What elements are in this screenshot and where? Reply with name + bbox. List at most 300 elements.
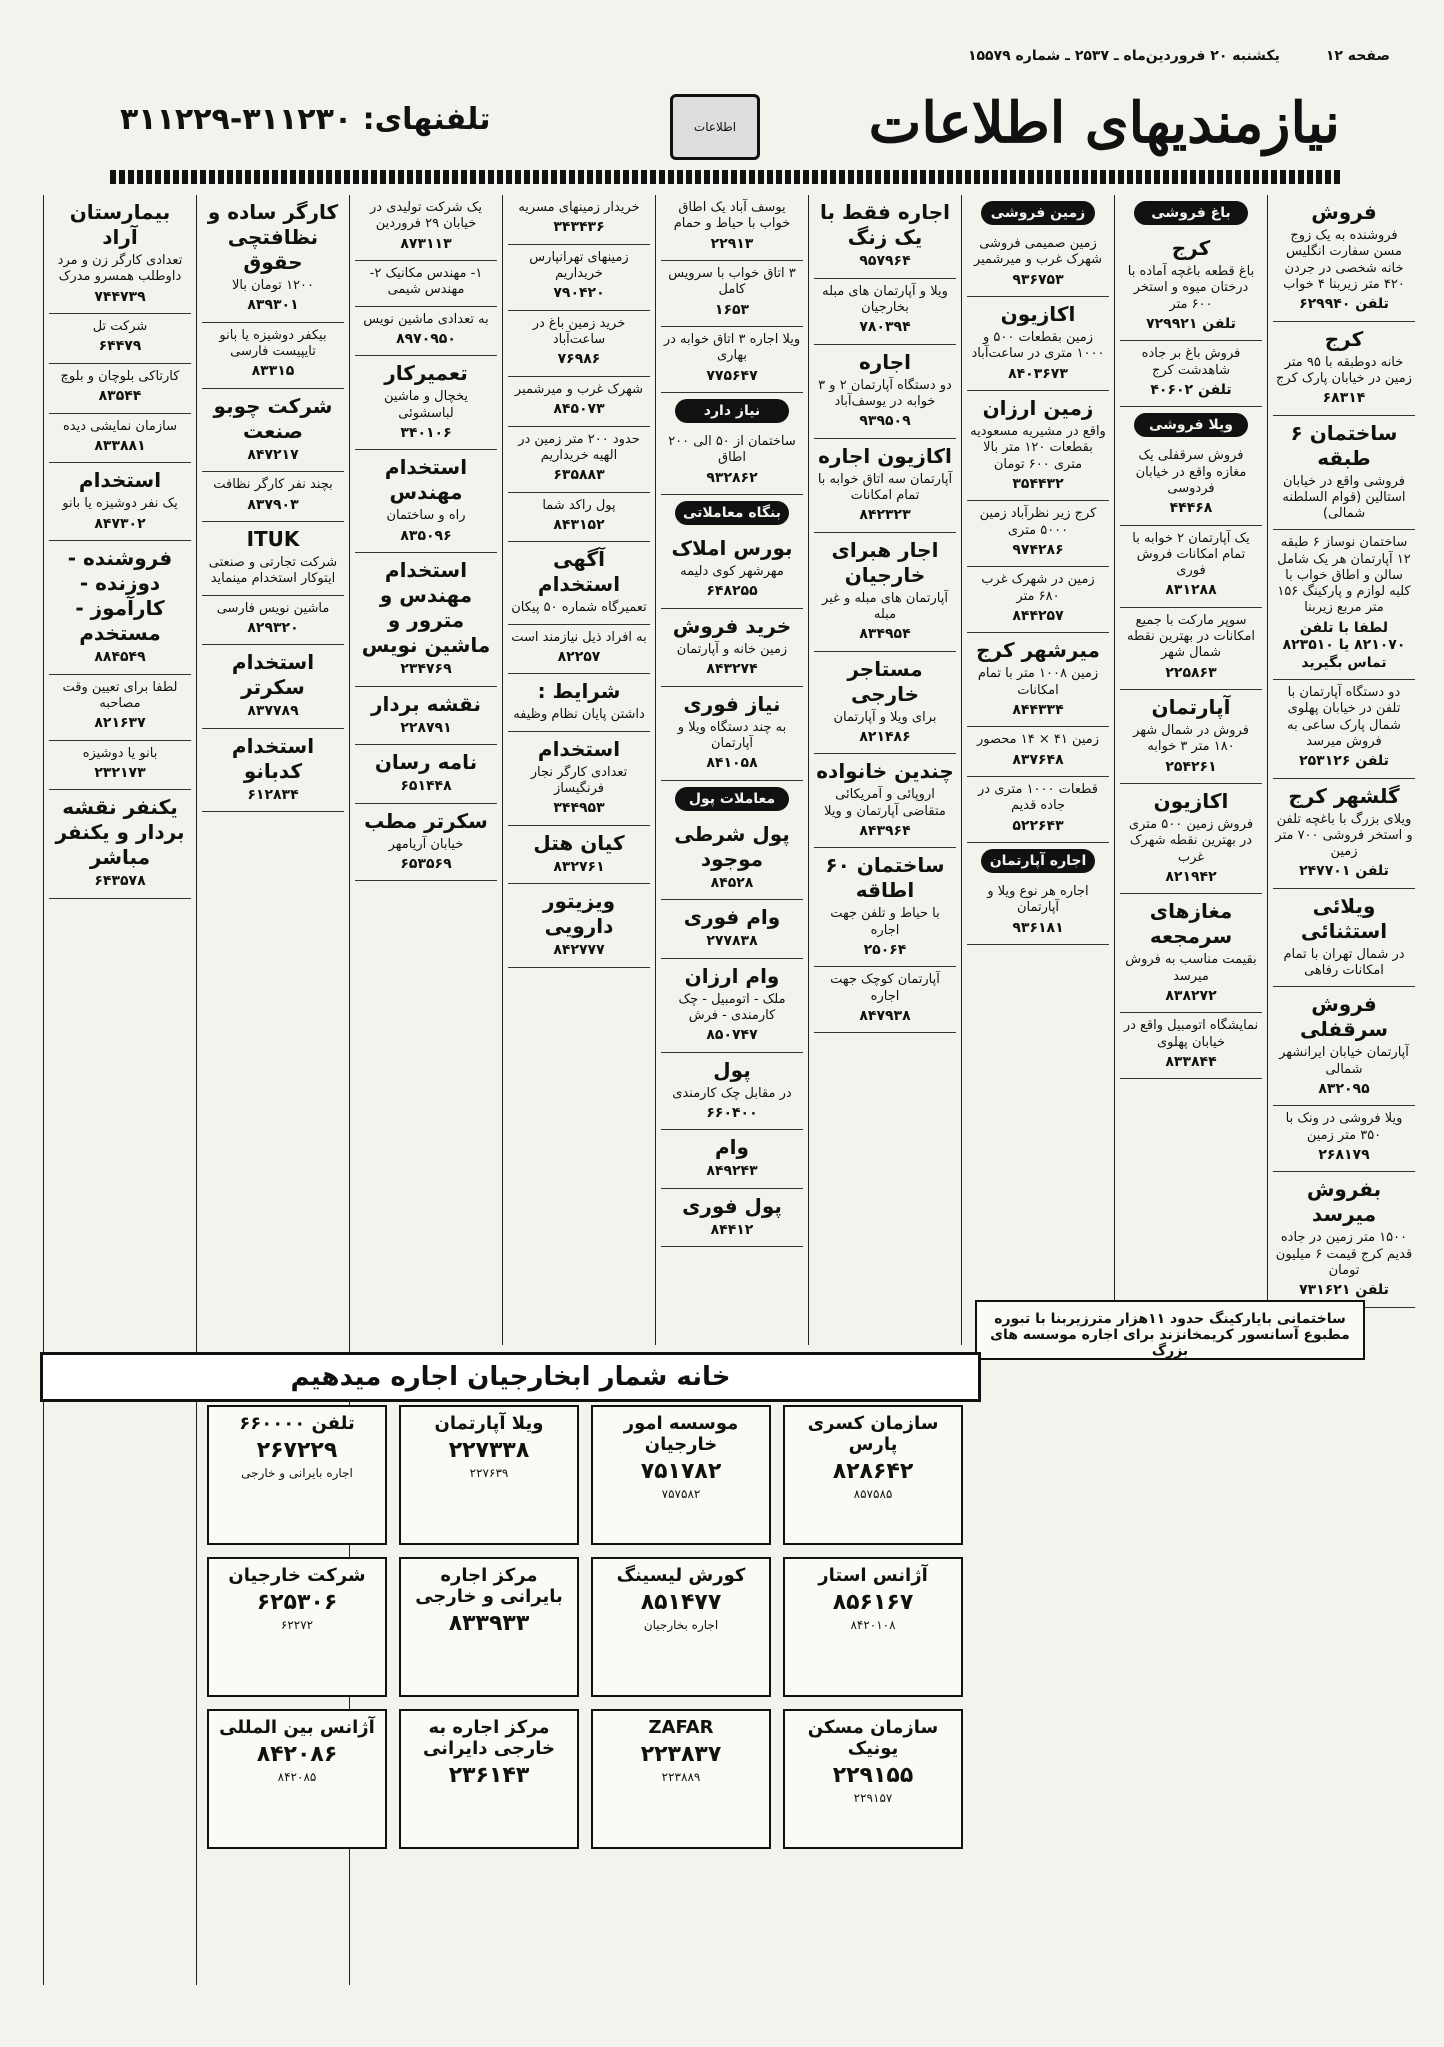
ad-headline: میرشهر کرج: [976, 638, 1100, 663]
classified-ad: [814, 279, 956, 345]
classified-ad: [1120, 608, 1262, 690]
ad-body: بقیمت مناسب به فروش میرسد: [1125, 952, 1257, 984]
ad-headline: فروشنده - دوزنده - کارآموز - مستخدم: [67, 546, 173, 645]
classified-ad: [661, 1189, 803, 1248]
ad-phone: ۸۴۷۹۳۸: [859, 1007, 911, 1024]
box-title: شرکت خارجیان: [228, 1565, 366, 1586]
ad-phone: ۲۳۲۱۷۳: [94, 764, 146, 781]
ad-phone: ۲۲۵۸۶۳: [1165, 664, 1217, 681]
ad-body: به افراد ذیل نیازمند است: [511, 629, 647, 645]
ad-phone: ۹۳۶۱۸۱: [1012, 919, 1064, 936]
ad-phone: ۸۴۴۲۵۷: [1012, 607, 1064, 624]
category-header: ویلا فروشی: [1134, 413, 1248, 437]
box-title: آژانس بین المللی: [219, 1717, 375, 1738]
classified-ad: [508, 674, 650, 731]
ad-phone: ۷۷۵۶۴۷: [706, 367, 758, 384]
masthead-title: نیازمندیهای اطلاعات: [868, 90, 1340, 156]
ad-headline: استخدام مهندس: [384, 455, 468, 505]
ad-phone: ۸۳۲۷۶۱: [553, 858, 605, 875]
classified-ad: [661, 1130, 803, 1189]
ad-body: آپارتمان خیابان ایرانشهر شمالی: [1279, 1045, 1409, 1077]
classified-ad: [661, 1053, 803, 1131]
boxed-ad: [591, 1709, 771, 1849]
page-number: صفحه ۱۲: [1325, 48, 1390, 64]
ad-body: ۱- مهندس مکانیک ۲- مهندس شیمی: [369, 266, 483, 298]
ad-phone: ۴۴۴۶۸: [1169, 500, 1213, 516]
ad-body: یوسف آباد یک اطاق خواب با حیاط و حمام: [673, 200, 791, 232]
box-subtext: ۲۲۷۶۳۹: [469, 1466, 509, 1480]
ad-body: بچند نفر کارگر نظافت: [213, 477, 333, 493]
column-6: [502, 195, 655, 1345]
box-phone: ۸۵۶۱۶۷: [832, 1590, 914, 1615]
ad-headline: اجاره فقط با یک زنگ: [820, 200, 950, 249]
ad-phone: ۵۲۲۶۴۳: [1012, 817, 1064, 834]
ad-phone: ۷۸۰۳۹۴: [859, 319, 911, 335]
ad-phone: ۳۵۴۴۳۲: [1012, 475, 1064, 492]
classified-ad: [814, 967, 956, 1033]
ad-phone: ۶۳۵۸۸۳: [553, 467, 605, 483]
ad-body: آپارتمان های مبله و غیر مبله: [822, 590, 948, 622]
classified-ad: [508, 732, 650, 826]
classified-ad: [967, 633, 1109, 727]
boxed-ad: [399, 1557, 579, 1697]
ad-body: فروش باغ بر جاده شاهدشت کرج: [1141, 346, 1241, 378]
classified-ad: [1120, 341, 1262, 407]
ad-phone: ۸۴۴۳۳۴: [1012, 701, 1064, 718]
ad-phone: ۶۴۸۲۵۵: [706, 583, 758, 600]
ad-phone: ۸۲۹۳۲۰: [247, 619, 299, 636]
ad-body: ساختمان نوساز ۶ طبقه ۱۲ آپارتمان هر یک شامل سالن و اطاق خواب با کلیه لوازم و پارکینگ ۱۵۶ متر مربع زیربنا: [1277, 535, 1411, 616]
classified-ad: [967, 567, 1109, 633]
boxed-ad: [591, 1557, 771, 1697]
box-title: تلفن ۶۶۰۰۰۰: [239, 1413, 355, 1434]
ad-headline: خرید فروش: [672, 613, 792, 638]
ad-body: آپارتمان سه اتاق خوابه با تمام امکانات: [817, 471, 953, 503]
ad-headline: تعمیرکار: [384, 361, 468, 386]
ad-phone: ۳۴۰۱۰۶: [400, 424, 452, 441]
classified-ad: [202, 389, 344, 473]
classified-ad: [1273, 1106, 1415, 1172]
ad-phone: تلفن ۷۲۹۹۲۱: [1146, 315, 1236, 332]
ad-phone: ۸۳۳۸۸۱: [94, 437, 146, 454]
classified-ad: [814, 439, 956, 533]
ad-headline: پول شرطی موجود: [674, 821, 790, 871]
ad-phone: ۹۳۶۷۵۳: [1012, 271, 1064, 288]
ad-body: دو دستگاه آپارتمان با تلفن در خیابان پهلوی شمال پارک ساعی به فروش میرسد: [1287, 685, 1401, 749]
ad-phone: تلفن ۶۲۹۹۴۰: [1299, 296, 1389, 312]
ad-body: فروشی واقع در خیابان استالین (قوام السلطنه شمالی): [1282, 473, 1406, 521]
ad-body: ملک - اتومبیل - چک کارمندی - فرش: [678, 991, 786, 1023]
ad-headline: شرکت چوبو صنعت: [213, 393, 333, 443]
ad-phone: ۹۵۷۹۶۴: [859, 253, 911, 269]
masthead-divider: [110, 170, 1340, 184]
classified-ad: [202, 323, 344, 389]
classified-ad: [1273, 322, 1415, 416]
classified-ad: [508, 245, 650, 311]
ad-headline: آگهی استخدام: [537, 547, 621, 597]
masthead-phones: تلفنهای: ۳۱۱۲۳۰-۳۱۱۲۲۹: [120, 102, 491, 137]
ad-phone: ۸۲۲۵۷: [557, 648, 601, 665]
classified-ad: [967, 727, 1109, 777]
ad-body: قطعات ۱۰۰۰ متری در جاده قدیم: [978, 782, 1098, 814]
boxed-ad: [207, 1405, 387, 1545]
ad-headline: وام فوری: [683, 905, 781, 929]
classified-ad: [661, 687, 803, 781]
ad-headline: کرج: [1171, 236, 1211, 260]
ad-phone: ۶۱۲۸۳۴: [247, 786, 299, 803]
box-phone: ۲۲۹۱۵۵: [832, 1763, 914, 1788]
ad-headline: شرایط :: [537, 679, 621, 704]
ad-phone: ۸۴۵۲۸: [710, 874, 754, 891]
ad-headline: سکرتر مطب: [364, 808, 488, 833]
masthead: [110, 90, 1340, 170]
classified-ad: [508, 377, 650, 427]
box-subtext: ۲۲۹۱۵۷: [853, 1791, 893, 1805]
box-subtext: ۶۲۲۷۲: [280, 1618, 314, 1632]
classified-ad: [355, 687, 497, 746]
ad-headline: استخدام کدبانو: [231, 733, 315, 783]
classified-ad: [355, 195, 497, 261]
ad-body: اجاره هر نوع ویلا و آپارتمان: [987, 884, 1089, 916]
ad-phone: ۹۳۹۵۰۹: [859, 413, 911, 429]
ad-headline: بورس املاک: [671, 536, 793, 560]
category-header: باغ فروشی: [1134, 201, 1248, 225]
classified-ad: [661, 609, 803, 687]
ad-headline: زمین ارزان: [982, 396, 1094, 420]
classified-ad: [202, 596, 344, 646]
classified-ad: [355, 356, 497, 450]
ad-headline: استخدام سکرتر: [231, 650, 315, 700]
ad-body: لطفا برای تعیین وقت مصاحبه: [62, 679, 178, 711]
ad-body: یک شرکت تولیدی در خیابان ۲۹ فروردین: [370, 200, 482, 232]
ad-body: زمین ۱۰۰۸ متر با تمام امکانات: [977, 666, 1099, 698]
ad-body: شرکت تجارتی و صنعتی ایتوکار استخدام مینماید: [208, 555, 338, 587]
classified-ad: [202, 195, 344, 323]
ad-headline: پول فوری: [682, 1193, 782, 1218]
ad-body: زمین خانه و آپارتمان: [676, 641, 788, 657]
box-subtext: ۸۴۲۰۱۰۸: [850, 1618, 896, 1632]
ad-headline: کیان هتل: [533, 830, 625, 855]
column-2: [1114, 195, 1267, 1345]
ad-body: ۳ اتاق خواب با سرویس کامل: [668, 266, 796, 298]
classified-ad: [1120, 894, 1262, 1013]
ad-headline: کرج: [1324, 326, 1364, 351]
classified-ad: [508, 427, 650, 493]
classified-ad: [814, 848, 956, 967]
ad-body: واقع در مشیریه مسعودیه بقطعات ۱۲۰ متر بالا متری ۶۰۰ تومان: [970, 424, 1106, 472]
ad-body: با حیاط و تلفن جهت اجاره: [830, 906, 940, 938]
ad-phone: ۸۴۵۰۷۳: [553, 401, 605, 417]
box-phone: ۶۲۵۳۰۶: [256, 1590, 338, 1615]
box-title: سازمان مسکن یونیک: [807, 1717, 939, 1759]
ad-phone: ۱۶۵۳: [714, 301, 750, 318]
classified-ad: [661, 327, 803, 393]
classified-ad: [49, 790, 191, 899]
classified-ad: [508, 493, 650, 543]
classified-ad: [1273, 530, 1415, 680]
ad-headline: فروش: [1311, 200, 1377, 224]
ad-headline: بیمارستان آراد: [69, 200, 171, 249]
ad-body: بیکفر دوشیزه یا بانو تایپیست فارسی: [219, 327, 327, 359]
ad-body: آپارتمان کوچک جهت اجاره: [830, 972, 940, 1004]
box-phone: ۲۳۶۱۴۳: [448, 1763, 530, 1788]
ad-phone: ۸۳۴۹۵۴: [859, 626, 911, 642]
ad-headline: اکازیون: [1000, 302, 1076, 326]
ad-body: خانه دوطبقه با ۹۵ متر زمین در خیابان پارک کرج: [1276, 354, 1412, 386]
ad-headline: مغازهای سرمجعه: [1149, 899, 1233, 949]
classified-ad: [49, 463, 191, 541]
classified-ad: [967, 391, 1109, 501]
ad-body: ویلا اجاره ۳ اتاق خوابه در بهاری: [663, 332, 801, 364]
box-phone: ۸۵۱۴۷۷: [640, 1590, 722, 1615]
ad-phone: ۸۴۱۰۵۸: [706, 755, 758, 771]
banner-text: ساختمانی بایارکینگ حدود ۱۱هزار مترزیربنا با تبوره مطبوع آسانسور کریمخانزند برای اجاره موسسه های بزرگ: [990, 1311, 1350, 1359]
ad-body: پول راکد شما: [542, 497, 616, 513]
classified-ad: [1120, 443, 1262, 525]
boxed-ad: [399, 1405, 579, 1545]
box-phone: ۷۵۱۷۸۲: [640, 1459, 722, 1484]
ad-phone: ۲۷۷۸۳۸: [706, 933, 758, 949]
ad-phone: ۸۳۸۲۷۲: [1165, 987, 1217, 1004]
ad-body: خریدار زمینهای مسریه: [518, 200, 640, 215]
ad-phone: ۷۴۴۷۳۹: [94, 288, 146, 305]
ad-phone: ۲۲۸۷۹۱: [400, 719, 452, 736]
ad-phone: ۸۳۷۹۰۳: [247, 496, 299, 513]
ad-body: سازمان نمایشی دیده: [62, 418, 178, 434]
classified-ad: [967, 297, 1109, 391]
ad-headline: استخدام مهندس و مترور و ماشین نویس: [361, 558, 491, 657]
box-phone: ۸۴۲۰۸۶: [256, 1742, 338, 1767]
ad-body: زمین صمیمی فروشی شهرک غرب و میرشمیر: [973, 236, 1103, 268]
classified-ad: [814, 533, 956, 652]
rent-to-foreigners-bar: [40, 1352, 981, 1402]
ad-phone: ۷۶۹۸۶: [557, 351, 601, 368]
classified-ad: [508, 542, 650, 624]
ad-headline: بفروش میرسد: [1306, 1177, 1382, 1227]
box-title: مرکز اجاره بایرانی و خارجی: [415, 1565, 563, 1607]
category-header: نیاز دارد: [675, 399, 789, 423]
ad-phone: ۸۳۱۲۸۸: [1165, 582, 1217, 599]
classified-ad: [1120, 784, 1262, 894]
ad-body: ویلا و آپارتمان های مبله بخارجیان: [822, 283, 948, 315]
ad-headline: ویلائی استثنائی: [1300, 893, 1388, 943]
ad-headline: ITUK: [246, 527, 300, 551]
ad-body: فروش زمین ۵۰۰ متری در بهترین نقطه شهرک غرب: [1128, 817, 1254, 865]
classified-ad: [814, 754, 956, 848]
ad-body: نمایشگاه اتومبیل واقع در خیابان پهلوی: [1123, 1018, 1259, 1050]
box-title: آژانس استار: [818, 1565, 928, 1586]
category-header: بنگاه معاملاتی: [675, 501, 789, 525]
ad-headline: اجار هبرای خارجیان: [831, 537, 939, 587]
classified-ad: [1120, 526, 1262, 608]
ad-phone: ۶۶۰۴۰۰: [706, 1104, 758, 1121]
ad-phone: ۸۴۹۲۴۳: [706, 1163, 758, 1180]
ad-phone: ۲۲۹۱۳: [710, 235, 754, 252]
ad-phone: ۸۹۷۰۹۵۰: [396, 330, 456, 347]
classified-ad: [49, 675, 191, 741]
classified-ad: [508, 826, 650, 885]
ad-body: زمینهای تهرانپارس خریداریم: [529, 249, 629, 281]
ad-phone: ۳۴۳۴۳۶: [553, 219, 605, 236]
box-title: ZAFAR: [648, 1717, 714, 1738]
box-subtext: ۷۵۷۵۸۲: [661, 1487, 701, 1501]
ad-body: اروپائی و آمریکائی متقاضی آپارتمان و ویلا: [824, 787, 946, 819]
ad-phone: ۸۳۵۰۹۶: [400, 527, 452, 544]
ad-body: خیابان آریامهر: [388, 836, 464, 852]
classified-ad: [661, 817, 803, 901]
ad-body: فروش سرقفلی یک مغازه واقع در خیابان فردوسی: [1135, 448, 1247, 496]
classified-ad: [967, 777, 1109, 843]
ad-body: ویلا فروشی در ونک با ۳۵۰ متر زمین: [1285, 1111, 1403, 1143]
ad-body: ۱۲۰۰ تومان بالا: [231, 278, 314, 293]
ad-phone: ۸۴۷۲۱۷: [247, 446, 299, 463]
column-9: [43, 195, 196, 1985]
column-3: [961, 195, 1114, 1345]
classified-ad: [1273, 779, 1415, 889]
ad-phone: ۸۴۳۲۷۴: [706, 661, 758, 677]
ad-phone: ۸۴۲۳۲۳: [859, 507, 911, 523]
box-subtext: ۸۵۷۵۸۵: [853, 1487, 893, 1501]
ad-headline: نقشه بردار: [371, 691, 481, 716]
ad-body: تعدادی کارگر نجار فرنگیساز: [530, 764, 628, 796]
ad-phone: تلفن ۲۵۳۱۲۶: [1299, 753, 1389, 769]
ad-body: کارتاکی بلوچان و بلوچ: [60, 368, 180, 384]
ad-body: شهرک غرب و میرشمیر: [514, 381, 644, 397]
classified-ad: [49, 541, 191, 675]
ad-body: زمین در شهرک غرب ۶۸۰ متر: [981, 572, 1095, 604]
ad-body: تعدادی کارگر زن و مرد داوطلب همسرو مدرک: [57, 253, 183, 285]
ad-body: راه و ساختمان: [386, 508, 466, 524]
classified-ad: [967, 231, 1109, 297]
ad-phone: ۸۴۲۷۷۷: [553, 942, 605, 958]
ad-phone: ۲۵۰۶۴: [863, 941, 907, 958]
ad-body: برای ویلا و آپارتمان: [833, 709, 937, 725]
ad-phone: ۶۵۱۴۴۸: [400, 778, 452, 794]
ad-body: یک آپارتمان ۲ خوابه با تمام امکانات فروش فوری: [1132, 530, 1250, 578]
ad-phone: ۸۳۳۱۵: [251, 363, 295, 380]
ad-phone: لطفا با تلفن ۸۲۱۰۷۰ یا ۸۲۳۵۱۰ تماس بگیرید: [1282, 619, 1406, 671]
ad-headline: چندین خانواده: [816, 759, 954, 784]
ad-body: زمین بقطعات ۵۰۰ و ۱۰۰۰ متری در ساعت‌آباد: [971, 330, 1105, 362]
ad-phone: ۲۶۸۱۷۹: [1318, 1146, 1370, 1163]
ad-phone: ۳۴۴۹۵۳: [553, 800, 605, 816]
ad-headline: استخدام: [537, 736, 621, 761]
classified-ad: [355, 745, 497, 804]
issue-date: یکشنبه ۲۰ فروردین‌ماه ـ ۲۵۳۷ ـ شماره ۱۵۵۷۹: [967, 48, 1280, 64]
ad-headline: پول: [713, 1057, 751, 1082]
rent-bar-text: خانه شمار ابخارجیان اجاره میدهیم: [290, 1362, 731, 1392]
boxed-ad: [591, 1405, 771, 1545]
boxed-ad: [207, 1557, 387, 1697]
category-header: اجاره آپارتمان: [981, 849, 1095, 873]
classified-ad: [661, 429, 803, 495]
box-phone: ۸۲۸۶۴۲: [832, 1459, 914, 1484]
ad-body: زمین ۴۱ × ۱۴ محصور: [976, 732, 1100, 748]
boxed-ad: [783, 1709, 963, 1849]
classified-ad: [508, 884, 650, 968]
ad-phone: ۷۹۰۴۲۰: [553, 285, 605, 302]
ad-phone: ۹۳۲۸۶۲: [706, 469, 758, 486]
box-subtext: اجاره بایرانی و خارجی: [241, 1466, 353, 1480]
classified-ad: [967, 501, 1109, 567]
ad-phone: ۶۴۳۵۷۸: [94, 873, 146, 890]
ad-body: در شمال تهران با تمام امکانات رفاهی: [1283, 946, 1405, 978]
ad-body: بانو یا دوشیزه: [82, 745, 158, 761]
ad-body: کرج زیر نظرآباد زمین ۵۰۰۰ متری: [979, 506, 1097, 538]
ad-phone: ۶۴۴۷۹: [98, 338, 142, 355]
ad-headline: اکازیون اجاره: [818, 443, 952, 468]
ad-phone: ۲۳۴۷۶۹: [400, 661, 452, 677]
ad-phone: ۸۴۰۳۶۷۳: [1008, 365, 1068, 382]
ad-body: فروشنده به یک زوج مسن سفارت انگلیس خانه شخصی در جردن ۴۲۰ متر زیربنا ۴ خواب: [1283, 228, 1405, 292]
boxed-ad: [207, 1709, 387, 1849]
classified-ad: [49, 195, 191, 314]
ad-body: شرکت تل: [92, 319, 148, 334]
classified-ad: [814, 345, 956, 439]
ad-body: مهرشهر کوی دلیمه: [680, 564, 784, 579]
box-phone: ۲۶۷۲۲۹: [256, 1438, 338, 1463]
classified-ad: [1120, 690, 1262, 784]
ad-headline: مستاجر خارجی: [847, 656, 923, 706]
classified-ad: [355, 307, 497, 357]
classified-ad: [508, 625, 650, 675]
box-title: ویلا آپارتمان: [434, 1413, 544, 1434]
classified-ad: [661, 261, 803, 327]
classified-ad: [355, 804, 497, 882]
box-phone: ۲۲۷۳۳۸: [448, 1438, 530, 1463]
ad-body: باغ قطعه باغچه آماده با درختان میوه و استخر ۶۰۰ متر: [1127, 264, 1255, 312]
ad-phone: ۸۷۳۱۱۳: [400, 235, 452, 252]
building-banner-ad: [975, 1300, 1365, 1360]
ad-phone: ۸۲۱۶۳۷: [94, 715, 146, 731]
classified-ad: [661, 531, 803, 609]
ad-headline: ساختمان ۶۰ اطاقه: [825, 853, 945, 903]
classified-ad: [355, 261, 497, 307]
classified-ad: [202, 472, 344, 522]
ad-phone: تلفن ۴۰۶۰۲: [1150, 381, 1232, 398]
ad-headline: نیاز فوری: [683, 691, 781, 716]
ad-body: به تعدادی ماشین نویس: [363, 311, 489, 327]
classified-ad: [1273, 416, 1415, 531]
ad-headline: نامه رسان: [374, 750, 478, 774]
box-title: مرکز اجاره به خارجی دایرانی: [422, 1717, 556, 1759]
ad-phone: ۸۳۳۸۴۴: [1165, 1053, 1217, 1070]
classified-ad: [1273, 680, 1415, 779]
box-title: موسسه امور خارجیان: [623, 1413, 739, 1455]
ad-body: ساختمان از ۵۰ الی ۲۰۰ اطاق: [668, 434, 796, 466]
ad-phone: ۶۸۳۱۴: [1322, 390, 1366, 406]
ad-headline: اکازیون: [1153, 789, 1229, 813]
ad-phone: ۸۲۱۴۸۶: [859, 728, 911, 745]
ad-headline: ویزیتور دارویی: [542, 889, 616, 938]
newspaper-logo-icon: [670, 94, 760, 160]
box-subtext: اجاره بخارجیان: [643, 1618, 719, 1632]
column-4: [808, 195, 961, 1345]
classified-ad: [355, 450, 497, 553]
ad-headline: اجاره: [858, 349, 912, 374]
classified-ad: [202, 645, 344, 729]
ad-headline: وام ارزان: [684, 963, 780, 988]
classified-ad: [49, 741, 191, 791]
classified-ad: [508, 311, 650, 377]
ad-body: ماشین نویس فارسی: [216, 600, 330, 616]
box-subtext: ۸۴۲۰۸۵: [277, 1770, 317, 1784]
ad-body: حدود ۲۰۰ متر زمین در الهیه خریداریم: [518, 431, 640, 463]
ad-body: داشتن پایان نظام وظیفه: [513, 707, 645, 723]
ad-body: فروش در شمال شهر ۱۸۰ متر ۳ خوابه: [1133, 723, 1249, 755]
ad-body: یخچال و ماشین لباسشوئی: [384, 389, 468, 421]
ad-phone: ۸۲۱۹۴۲: [1165, 868, 1217, 885]
